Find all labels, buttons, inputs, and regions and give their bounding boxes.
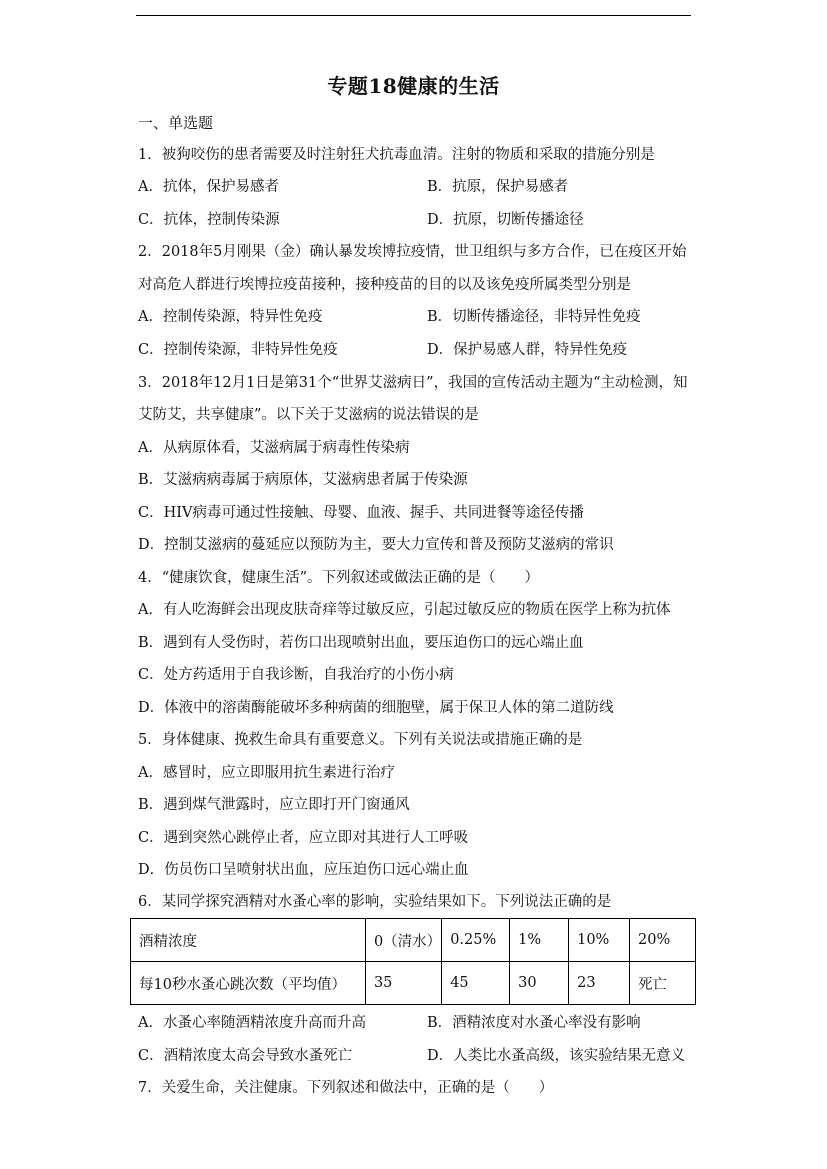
q4-option-b[interactable]: B．遇到有人受伤时，若伤口出现喷射出血，要压迫伤口的远心端止血 bbox=[138, 635, 584, 651]
q5-stem: 5．身体健康、挽救生命具有重要意义。下列有关说法或措施正确的是 bbox=[138, 732, 583, 748]
table-header-row bbox=[131, 919, 696, 962]
q2-stem-line2: 对高危人群进行埃博拉疫苗接种，接种疫苗的目的以及该免疫所属类型分别是 bbox=[138, 277, 631, 293]
q2-option-c[interactable]: C．控制传染源，非特异性免疫 bbox=[138, 342, 338, 358]
q3-option-b[interactable]: B．艾滋病病毒属于病原体，艾滋病患者属于传染源 bbox=[138, 472, 468, 488]
table-cell: 30 bbox=[510, 962, 569, 1005]
table-cell: 0（清水） bbox=[365, 919, 441, 962]
table-cell: 1% bbox=[510, 919, 569, 962]
q4-option-d[interactable]: D．体液中的溶菌酶能破坏多种病菌的细胞壁，属于保卫人体的第二道防线 bbox=[138, 700, 614, 716]
q6-option-b[interactable]: B．酒精浓度对水蚤心率没有影响 bbox=[427, 1015, 641, 1031]
q4-option-c[interactable]: C．处方药适用于自我诊断，自我治疗的小伤小病 bbox=[138, 667, 454, 683]
q7-stem: 7．关爱生命，关注健康。下列叙述和做法中，正确的是（ ） bbox=[138, 1080, 554, 1096]
table-cell: 35 bbox=[365, 962, 441, 1005]
q5-option-a[interactable]: A．感冒时，应立即服用抗生素进行治疗 bbox=[138, 765, 395, 781]
q3-option-a[interactable]: A．从病原体看，艾滋病属于病毒性传染病 bbox=[138, 440, 410, 456]
q6-option-c[interactable]: C．酒精浓度太高会导致水蚤死亡 bbox=[138, 1048, 353, 1064]
page-title: 专题18健康的生活 bbox=[327, 74, 500, 98]
q3-stem-line2: 艾防艾，共享健康”。以下关于艾滋病的说法错误的是 bbox=[138, 407, 479, 423]
table-cell: 死亡 bbox=[630, 962, 696, 1005]
q3-option-d[interactable]: D．控制艾滋病的蔓延应以预防为主，要大力宣传和普及预防艾滋病的常识 bbox=[138, 537, 614, 553]
table-cell: 20% bbox=[630, 919, 696, 962]
q4-option-a[interactable]: A．有人吃海鲜会出现皮肤奇痒等过敏反应，引起过敏反应的物质在医学上称为抗体 bbox=[138, 602, 671, 618]
table-row bbox=[131, 962, 696, 1005]
q2-stem-line1: 2．2018年5月刚果（金）确认暴发埃博拉疫情，世卫组织与多方合作，已在疫区开始 bbox=[138, 244, 687, 260]
header-rule bbox=[136, 15, 691, 16]
q2-option-a[interactable]: A．控制传染源，特异性免疫 bbox=[138, 309, 323, 325]
table-cell: 45 bbox=[442, 962, 510, 1005]
section-heading: 一、单选题 bbox=[138, 114, 214, 132]
q1-option-c[interactable]: C．抗体，控制传染源 bbox=[138, 212, 280, 228]
table-cell: 23 bbox=[569, 962, 630, 1005]
q2-option-b[interactable]: B．切断传播途径，非特异性免疫 bbox=[427, 309, 641, 325]
q5-option-c[interactable]: C．遇到突然心跳停止者，应立即对其进行人工呼吸 bbox=[138, 830, 469, 846]
q4-stem: 4．“健康饮食，健康生活”。下列叙述或做法正确的是（ ） bbox=[138, 570, 540, 586]
q1-option-d[interactable]: D．抗原，切断传播途径 bbox=[427, 212, 584, 228]
q1-stem: 1．被狗咬伤的患者需要及时注射狂犬抗毒血清。注射的物质和采取的措施分别是 bbox=[138, 147, 655, 163]
q6-option-d[interactable]: D．人类比水蚤高级，该实验结果无意义 bbox=[427, 1048, 686, 1064]
q1-option-b[interactable]: B．抗原，保护易感者 bbox=[427, 179, 569, 195]
q3-option-c[interactable]: C．HIV病毒可通过性接触、母婴、血液、握手、共同进餐等途径传播 bbox=[138, 505, 584, 521]
table-cell: 每10秒水蚤心跳次数（平均值） bbox=[131, 962, 366, 1005]
q6-stem: 6．某同学探究酒精对水蚤心率的影响，实验结果如下。下列说法正确的是 bbox=[138, 894, 612, 910]
table-cell: 10% bbox=[569, 919, 630, 962]
q2-option-d[interactable]: D．保护易感人群，特异性免疫 bbox=[427, 342, 628, 358]
q1-option-a[interactable]: A．抗体，保护易感者 bbox=[138, 179, 279, 195]
table-cell: 酒精浓度 bbox=[131, 919, 366, 962]
q6-data-table bbox=[130, 918, 696, 1005]
q6-option-a[interactable]: A．水蚤心率随酒精浓度升高而升高 bbox=[138, 1015, 366, 1031]
q3-stem-line1: 3．2018年12月1日是第31个“世界艾滋病日”，我国的宣传活动主题为“主动检测，知 bbox=[138, 375, 688, 391]
q5-option-b[interactable]: B．遇到煤气泄露时，应立即打开门窗通风 bbox=[138, 797, 410, 813]
q5-option-d[interactable]: D．伤员伤口呈喷射状出血，应压迫伤口远心端止血 bbox=[138, 862, 469, 878]
table-cell: 0.25% bbox=[442, 919, 510, 962]
